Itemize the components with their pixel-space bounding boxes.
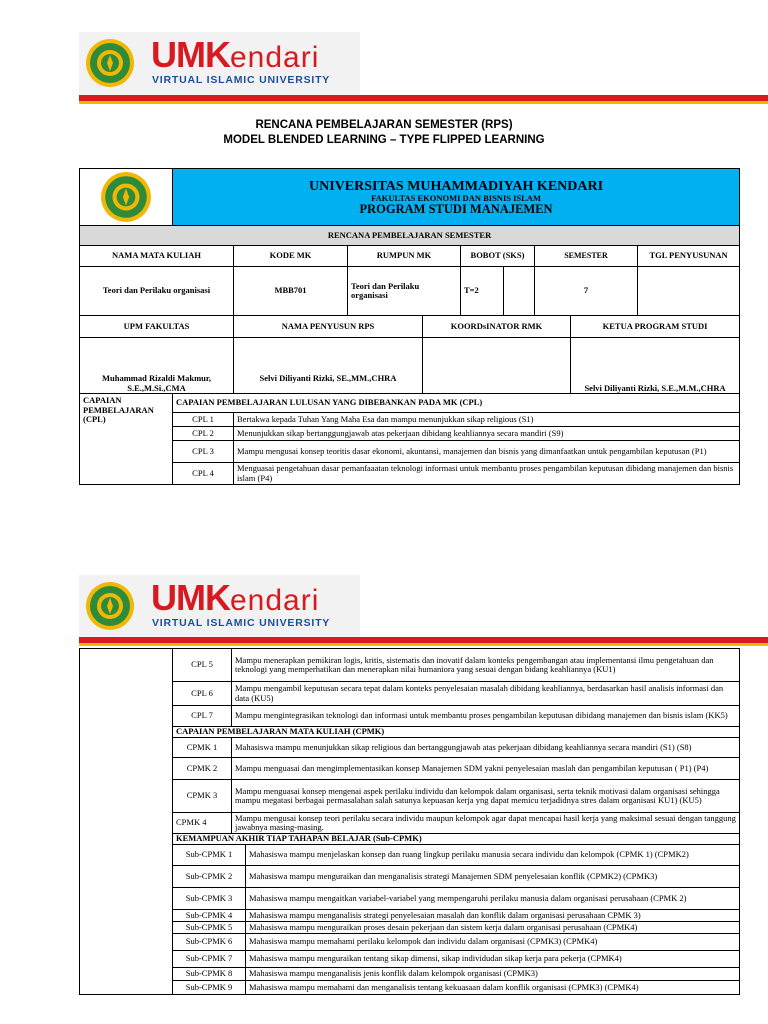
- col-penyusun: NAMA PENYUSUN RPS: [234, 316, 423, 338]
- subcpmk-text: Mahasiswa mampu menguraikan tentang sikap dimensi, sikap individudan sikap kerja para pekerja (CPMK4): [246, 951, 740, 968]
- subcpmk-text: Mahasiswa mampu menguraikan dan menganalisis strategi Manajemen SDM penyelesaian konflik (CPMK2) (CPMK3): [246, 866, 740, 888]
- cpmk-text: Mahasiswa mampu menunjukkan sikap religious dan bertanggungjawab atas pekerjaan dibidang keahliannya secara mandiri (S1) (S8): [232, 738, 740, 758]
- cpmk-code: CPMK 2: [173, 758, 232, 780]
- subcpmk-text: Mahasiswa mampu menjelaskan konsep dan ruang lingkup perilaku manusia secara individu dan kelompok (CPMK 1) (CPMK2): [246, 845, 740, 866]
- brand-wordmark: UMKendari: [151, 577, 320, 618]
- subcpmk-code: Sub-CPMK 7: [173, 951, 246, 968]
- subcpmk-code: Sub-CPMK 4: [173, 910, 246, 922]
- subcpmk-code: Sub-CPMK 5: [173, 922, 246, 934]
- col-ketua: KETUA PROGRAM STUDI: [571, 316, 740, 338]
- koordinator-name: [423, 338, 571, 394]
- col-nama-mk: NAMA MATA KULIAH: [80, 246, 234, 267]
- upm-name: Muhammad Rizaldi Makmur, S.E.,M.Si.,CMA: [80, 338, 234, 394]
- cpl-heading: CAPAIAN PEMBELAJARAN LULUSAN YANG DIBEBANKAN PADA MK (CPL): [173, 394, 740, 413]
- subcpmk-code: Sub-CPMK 9: [173, 981, 246, 995]
- cpl-text: Bertakwa kepada Tuhan Yang Maha Esa dan mampu menunjukkan sikap religious (S1): [234, 413, 740, 427]
- university-seal-icon: [85, 581, 135, 631]
- col-semester: SEMESTER: [535, 246, 638, 267]
- cpl-text: Menunjukkan sikap bertanggungjawab atas pekerjaan dibidang keahliannya secara mandiri (S9): [234, 427, 740, 441]
- subcpmk-code: Sub-CPMK 6: [173, 934, 246, 951]
- col-upm: UPM FAKULTAS: [80, 316, 234, 338]
- col-koordinator: KOORDsINATOR RMK: [423, 316, 571, 338]
- cpmk-code: CPMK 3: [173, 780, 232, 813]
- cpmk-text: Mampu menguasai konsep mengenai aspek perilaku individu dan kelompok dalam organisasi, serta teknik motivasi dalam organisasi sehingga mampu megatasi berbagai permasalahan salah satunya kepuasan kerja yng dapat memicu terjadidnya stres dalam organisasi KU1) (KU5): [232, 780, 740, 813]
- cpmk-text: Mampu menguasai dan mengimplementasikan konsep Manajemen SDM yakni penyelesaian maslah dan pengambilan keputusan ( P1) (P4): [232, 758, 740, 780]
- document-title: RENCANA PEMBELAJARAN SEMESTER (RPS): [255, 119, 513, 131]
- nama-mk-value: Teori dan Perilaku organisasi: [80, 267, 234, 316]
- subcpmk-text: Mahasiswa mampu menganalisis strategi penyelesaian masalah dan konflik dalam organisasi perusahaan CPMK 3): [246, 910, 740, 922]
- cpl-code: CPL 7: [173, 706, 232, 727]
- institution-header: [173, 169, 740, 226]
- penyusun-name: Selvi Diliyanti Rizki, SE.,MM.,CHRA: [234, 338, 423, 394]
- col-tgl-penyusunan: TGL PENYUSUNAN: [638, 246, 740, 267]
- header-stripe-gold: [79, 101, 768, 104]
- subcpmk-code: Sub-CPMK 1: [173, 845, 246, 866]
- col-kode-mk: KODE MK: [234, 246, 348, 267]
- ketua-name: Selvi Diliyanti Rizki, S.E.,M.M.,CHRA: [571, 338, 740, 394]
- section-title: RENCANA PEMBELAJARAN SEMESTER: [80, 226, 740, 246]
- cpl-code: CPL 5: [173, 649, 232, 682]
- cpl-label: CAPAIAN PEMBELAJARAN (CPL): [80, 394, 173, 485]
- logo-banner: [79, 32, 360, 95]
- cpl-label-continued: [80, 649, 173, 995]
- col-bobot: BOBOT (SKS): [461, 246, 535, 267]
- subcpmk-text: Mahasiswa mampu memahami dan menganalisis tentang kekuasaan dalam konflik organisasi (CPMK3) (CPMK4): [246, 981, 740, 995]
- cpmk-code: CPMK 1: [173, 738, 232, 758]
- cpmk-code: CPMK 4: [173, 813, 232, 834]
- rps-table-continued: [79, 648, 740, 995]
- cpl-text: Mampu menerapkan pemikiran logis, kritis, sistematis dan inovatif dalam konteks pengembangan atau implementansi ilmu pengetahuan dan teknologi yang memperhatikan dan menerapkan nilai humaniora yang sesuai dengan bidang keahliannya (KU1): [232, 649, 740, 682]
- cpl-code: CPL 2: [173, 427, 234, 441]
- subcpmk-text: Mahasiswa mampu menganalisis jenis konflik dalam kelompok organisasi (CPMK3): [246, 968, 740, 981]
- cpmk-text: Mampu mengusai konsep teori perilaku secara individu maupun kelompok agar dapat mencapai hasil kerja yang maksimal sesuai dengan tanggung jawabnya masing-masing.: [232, 813, 740, 834]
- bobot-value: T=2: [461, 267, 504, 316]
- semester-value: 7: [535, 267, 638, 316]
- cpl-code: CPL 6: [173, 682, 232, 706]
- brand-tagline: VIRTUAL ISLAMIC UNIVERSITY: [152, 74, 331, 86]
- rps-table: [79, 168, 740, 485]
- cpl-code: CPL 1: [173, 413, 234, 427]
- logo-banner: [79, 575, 360, 638]
- kode-mk-value: MBB701: [234, 267, 348, 316]
- subcpmk-text: Mahasiswa mampu memahami perilaku kelompok dan individu dalam organisasi (CPMK3) (CPMK4): [246, 934, 740, 951]
- university-seal-icon: [97, 171, 155, 223]
- cpl-text: Mampu mengambil keputusan secara tepat dalam konteks penyelesaian masalah dibidang keahliannya, berdasarkan hasil analisis informasi dan data (KU5): [232, 682, 740, 706]
- brand-tagline: VIRTUAL ISLAMIC UNIVERSITY: [152, 617, 331, 629]
- subcpmk-heading: KEMAMPUAN AKHIR TIAP TAHAPAN BELAJAR (Sub-CPMK): [173, 834, 740, 845]
- subcpmk-text: Mahasiswa mampu mengaitkan variabel-variabel yang mempengaruhi perilaku manusia dalam organisasi perusahaan (CPMK 2): [246, 888, 740, 910]
- cpl-code: CPL 4: [173, 463, 234, 485]
- tgl-value: [638, 267, 740, 316]
- university-name: UNIVERSITAS MUHAMMADIYAH KENDARI: [309, 178, 604, 194]
- header-logo-cell: [80, 169, 173, 226]
- document-subtitle: MODEL BLENDED LEARNING – TYPE FLIPPED LEARNING: [223, 134, 545, 146]
- cpl-text: Mampu mengintegrasikan teknologi dan informasi untuk membantu proses pengambilan keputusan dibidang manajemen dan bisnis islam (KK5): [232, 706, 740, 727]
- university-seal-icon: [85, 38, 135, 88]
- rumpun-mk-value: Teori dan Perilaku organisasi: [348, 267, 461, 316]
- col-rumpun-mk: RUMPUN MK: [348, 246, 461, 267]
- cpl-code: CPL 3: [173, 441, 234, 463]
- cpmk-heading: CAPAIAN PEMBELAJARAN MATA KULIAH (CPMK): [173, 727, 740, 738]
- program-name: PROGRAM STUDI MANAJEMEN: [359, 201, 553, 216]
- faculty-name: FAKULTAS EKONOMI DAN BISNIS ISLAM: [371, 192, 541, 203]
- bobot-blank: [504, 267, 535, 316]
- subcpmk-code: Sub-CPMK 2: [173, 866, 246, 888]
- header-stripe-gold: [79, 643, 768, 646]
- cpl-text: Mampu mengusai konsep teoritis dasar ekonomi, akuntansi, manajemen dan bisnis yang dimanfaatkan untuk pengambilan keputusan (P1): [234, 441, 740, 463]
- subcpmk-code: Sub-CPMK 8: [173, 968, 246, 981]
- cpl-text: Menguasai pengetahuan dasar pemanfaaatan teknologi informasi untuk membantu proses pengambilan keputusan dibidang manajemen dan bisnis islam (P4): [234, 463, 740, 485]
- subcpmk-code: Sub-CPMK 3: [173, 888, 246, 910]
- brand-wordmark: UMKendari: [151, 34, 320, 75]
- subcpmk-text: Mahasiswa mampu menguraikan proses desain pekerjaan dan sistem kerja dalam organisasi perusahaan (CPMK4): [246, 922, 740, 934]
